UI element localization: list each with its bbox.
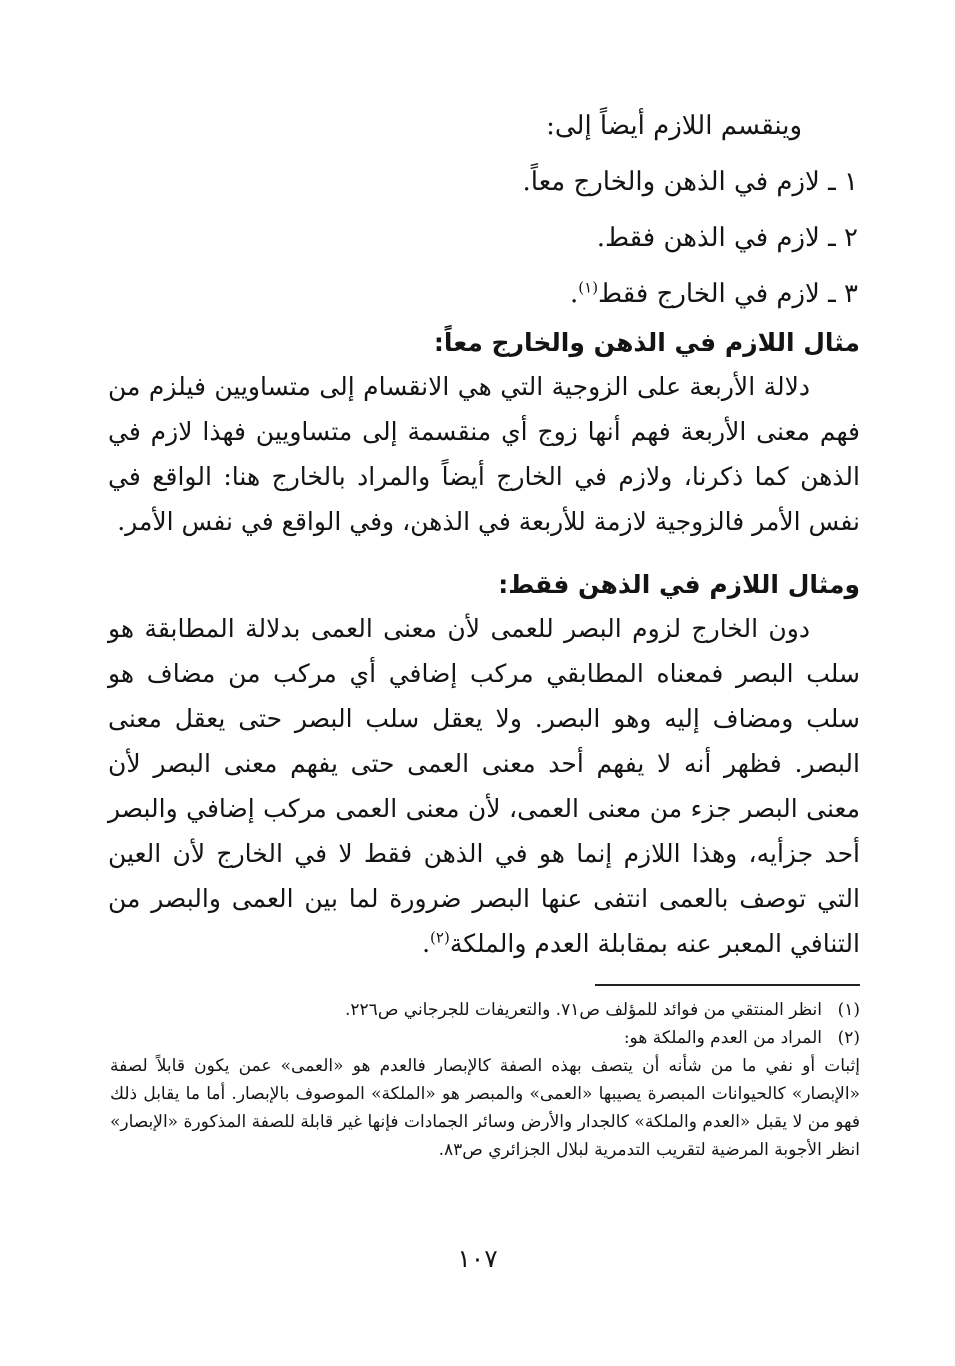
footnote-ref-2[interactable]: (٢) (430, 928, 450, 947)
footnote-2-body: إثبات أو نفي ما من شأنه أن يتصف بهذه الصفة كالإبصار فالعدم هو «العمى» عمن يكون قابلاً لصفة «الإبصار» كالحيوانات المبصرة يصيبها «العمى» والمبصر هو «الملكة» الموصوف بالإبصار. أما ما يقابل ذلك فهو من لا يقبل «العدم والملكة» كالجدار والأرض وسائر الجمادات فإنها غير قابلة للصفة المذكورة «الإبصار» انظر الأجوبة المرضية لتقريب التدمرية لبلال الجزائري ص٨٣. (110, 1056, 860, 1160)
footnote-1-text: انظر المنتقي من فوائد للمؤلف ص٧١. والتعريفات للجرجاني ص٢٢٦. (345, 1000, 822, 1020)
section-paragraph-2-text: دون الخارج لزوم البصر للعمى لأن معنى العمى بدلالة المطابقة هو سلب البصر فمعناه المطابقي مركب إضافي أي مركب من مضاف هو سلب ومضاف إليه وهو البصر. ولا يعقل سلب البصر حتى يعقل معنى البصر. فظهر أنه لا يفهم أحد معنى العمى حتى يفهم معنى البصر لأن معنى البصر جزء من معنى العمى، لأن معنى العمى مركب إضافي والبصر أحد جزأيه، وهذا اللازم إنما هو في الذهن فقط لا في الخارج لأن العين التي توصف بالعمى انتفى عنها البصر ضرورة لما بين العمى والبصر من التنافي المعبر عنه بمقابلة العدم والملكة (108, 614, 860, 958)
intro-item-3 (110, 266, 860, 322)
footnote-divider (595, 984, 860, 986)
footnotes (110, 996, 860, 1164)
intro-item-3-text: ٣ ـ لازم في الخارج فقط (598, 279, 858, 309)
footnote-ref-1[interactable]: (١) (578, 278, 599, 297)
intro-list (110, 98, 860, 322)
section-heading-2: ومثال اللازم في الذهن فقط: (498, 570, 860, 599)
intro-item-3-end: . (570, 279, 579, 309)
intro-item-2: ٢ ـ لازم في الذهن فقط. (596, 223, 858, 253)
footnote-1 (110, 996, 860, 1024)
footnote-2-text: المراد من العدم والملكة هو: (623, 1028, 822, 1048)
section-paragraph-2-end: . (422, 929, 431, 958)
footnote-1-number: (١) (837, 1000, 860, 1020)
section-paragraph-1 (108, 364, 860, 544)
page-number: ١٠٧ (457, 1244, 498, 1273)
section-paragraph-2 (108, 606, 860, 966)
footnote-2-number: (٢) (837, 1028, 860, 1048)
footnote-2 (110, 1024, 860, 1052)
intro-lead: وينقسم اللازم أيضاً إلى: (546, 111, 802, 141)
section-paragraph-1-text: دلالة الأربعة على الزوجية التي هي الانقسام إلى متساويين فيلزم من فهم معنى الأربعة فهم أنها زوج أي منقسمة إلى متساويين فهذا لازم في الذهن كما ذكرنا، ولازم في الخارج أيضاً والمراد بالخارج هنا: الواقع في نفس الأمر فالزوجية لازمة للأربعة في الذهن، وفي الواقع في نفس الأمر. (108, 372, 860, 536)
intro-item-1: ١ ـ لازم في الذهن والخارج معاً. (522, 167, 858, 197)
section-heading-1: مثال اللازم في الذهن والخارج معاً: (433, 328, 860, 357)
